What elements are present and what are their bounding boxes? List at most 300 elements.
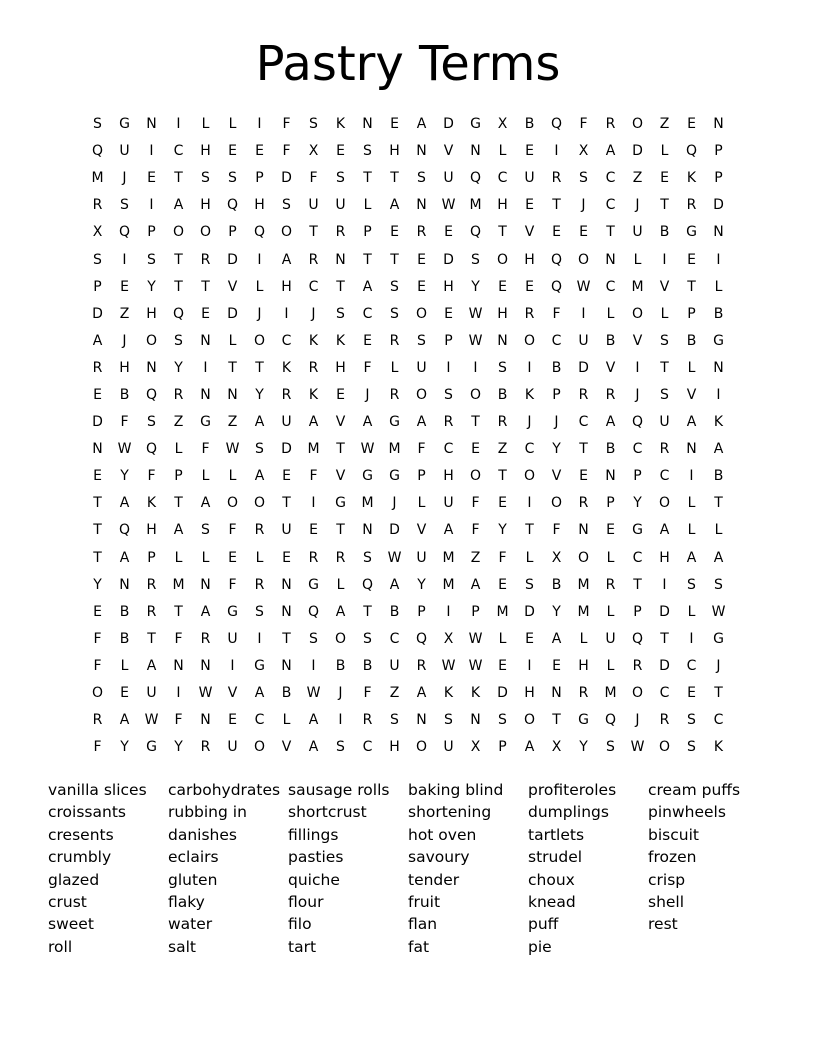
grid-row bbox=[84, 246, 732, 273]
word-list-item: choux bbox=[528, 870, 575, 889]
grid-letter: R bbox=[92, 197, 103, 214]
grid-letter: S bbox=[174, 332, 183, 349]
grid-letter: A bbox=[605, 143, 616, 160]
grid-letter: F bbox=[552, 305, 561, 322]
grid-letter: T bbox=[93, 549, 102, 566]
grid-letter: S bbox=[417, 332, 426, 349]
grid-letter: L bbox=[498, 143, 507, 160]
word-list-item: profiteroles bbox=[528, 781, 617, 799]
grid-row bbox=[84, 490, 732, 517]
grid-row bbox=[84, 545, 732, 572]
word-list-column bbox=[528, 779, 648, 958]
grid-letter: L bbox=[579, 630, 588, 647]
grid-letter: P bbox=[633, 603, 642, 620]
grid-letter: A bbox=[173, 522, 184, 539]
grid-letter: Q bbox=[118, 522, 131, 539]
grid-letter: X bbox=[308, 143, 319, 160]
grid-letter: L bbox=[525, 549, 534, 566]
word-list-item: shortening bbox=[408, 803, 492, 822]
grid-letter: B bbox=[605, 441, 616, 458]
grid-letter: U bbox=[605, 630, 616, 647]
grid-letter: T bbox=[147, 630, 156, 647]
grid-letter: A bbox=[389, 197, 400, 214]
word-list-item: strudel bbox=[528, 848, 583, 867]
grid-letter: U bbox=[308, 197, 319, 214]
grid-letter: L bbox=[174, 549, 183, 566]
grid-letter: A bbox=[416, 116, 427, 133]
word-list-item: flour bbox=[288, 893, 324, 912]
grid-letter: O bbox=[226, 495, 239, 512]
grid-letter: A bbox=[713, 441, 724, 458]
grid-letter: R bbox=[92, 359, 103, 376]
grid-letter: L bbox=[633, 251, 642, 268]
grid-row bbox=[84, 599, 732, 626]
grid-letter: P bbox=[633, 468, 642, 485]
grid-row bbox=[84, 274, 732, 301]
grid-letter: A bbox=[605, 414, 616, 431]
grid-letter: G bbox=[713, 332, 724, 349]
grid-letter: D bbox=[443, 251, 454, 268]
grid-letter: F bbox=[228, 576, 237, 593]
grid-letter: N bbox=[416, 197, 427, 214]
grid-letter: S bbox=[336, 739, 345, 756]
grid-letter: A bbox=[254, 468, 265, 485]
grid-letter: G bbox=[308, 576, 319, 593]
grid-letter: W bbox=[468, 332, 483, 349]
grid-letter: A bbox=[470, 576, 481, 593]
word-list-item: roll bbox=[48, 937, 73, 956]
grid-row bbox=[84, 409, 732, 436]
grid-letter: G bbox=[119, 116, 130, 133]
grid-letter: P bbox=[417, 468, 426, 485]
grid-letter: V bbox=[227, 278, 238, 295]
grid-letter: Z bbox=[632, 170, 643, 187]
grid-letter: W bbox=[144, 712, 159, 729]
grid-letter: E bbox=[498, 278, 507, 295]
grid-letter: T bbox=[309, 224, 318, 241]
grid-letter: O bbox=[280, 224, 293, 241]
grid-letter: G bbox=[146, 739, 157, 756]
grid-letter: N bbox=[281, 657, 292, 674]
grid-letter: I bbox=[689, 630, 694, 647]
grid-letter: Z bbox=[470, 549, 481, 566]
grid-letter: L bbox=[228, 468, 237, 485]
grid-letter: C bbox=[605, 197, 616, 214]
word-list-item: tender bbox=[408, 870, 460, 889]
grid-letter: L bbox=[201, 116, 210, 133]
grid-letter: U bbox=[227, 739, 238, 756]
grid-letter: E bbox=[120, 278, 129, 295]
grid-letter: O bbox=[91, 685, 104, 702]
grid-letter: G bbox=[470, 116, 481, 133]
grid-letter: U bbox=[524, 170, 535, 187]
grid-letter: N bbox=[362, 116, 373, 133]
grid-letter: Z bbox=[389, 685, 400, 702]
grid-letter: R bbox=[200, 739, 211, 756]
grid-letter: Q bbox=[172, 305, 185, 322]
grid-letter: L bbox=[201, 468, 210, 485]
grid-letter: H bbox=[119, 359, 130, 376]
grid-letter: T bbox=[174, 170, 183, 187]
word-list-item: tartlets bbox=[528, 825, 585, 844]
grid-letter: I bbox=[122, 251, 127, 268]
grid-letter: N bbox=[281, 576, 292, 593]
grid-letter: O bbox=[523, 712, 536, 729]
grid-letter: R bbox=[308, 359, 319, 376]
grid-letter: L bbox=[363, 197, 372, 214]
grid-letter: Q bbox=[550, 278, 563, 295]
grid-letter: L bbox=[660, 143, 669, 160]
grid-letter: W bbox=[468, 630, 483, 647]
grid-letter: D bbox=[497, 685, 508, 702]
grid-letter: K bbox=[308, 386, 319, 403]
grid-letter: F bbox=[282, 143, 291, 160]
grid-letter: E bbox=[336, 143, 345, 160]
grid-letter: R bbox=[146, 576, 157, 593]
word-list-item: pie bbox=[528, 937, 552, 956]
grid-letter: A bbox=[200, 495, 211, 512]
grid-letter: T bbox=[606, 224, 615, 241]
grid-letter: E bbox=[498, 657, 507, 674]
grid-letter: B bbox=[524, 116, 535, 133]
grid-letter: T bbox=[363, 170, 372, 187]
grid-letter: R bbox=[362, 712, 373, 729]
grid-letter: F bbox=[282, 116, 291, 133]
grid-letter: S bbox=[336, 305, 345, 322]
grid-letter: P bbox=[552, 386, 561, 403]
grid-letter: O bbox=[199, 224, 212, 241]
grid-letter: Q bbox=[631, 414, 644, 431]
grid-letter: N bbox=[416, 712, 427, 729]
grid-letter: N bbox=[470, 712, 481, 729]
grid-letter: E bbox=[390, 224, 399, 241]
grid-letter: R bbox=[200, 251, 211, 268]
grid-letter: Y bbox=[417, 576, 426, 593]
grid-letter: L bbox=[606, 603, 615, 620]
grid-letter: H bbox=[659, 549, 670, 566]
grid-letter: S bbox=[687, 739, 696, 756]
grid-letter: T bbox=[660, 359, 669, 376]
grid-letter: A bbox=[281, 251, 292, 268]
grid-letter: D bbox=[227, 251, 238, 268]
grid-row bbox=[84, 219, 732, 246]
grid-letter: B bbox=[713, 468, 724, 485]
grid-letter: N bbox=[605, 468, 616, 485]
grid-letter: D bbox=[659, 603, 670, 620]
word-list-item: cresents bbox=[48, 825, 114, 844]
grid-letter: Y bbox=[255, 386, 264, 403]
grid-letter: R bbox=[389, 332, 400, 349]
grid-letter: D bbox=[524, 603, 535, 620]
grid-letter: L bbox=[498, 630, 507, 647]
grid-letter: C bbox=[686, 657, 697, 674]
grid-letter: Q bbox=[118, 224, 131, 241]
grid-letter: P bbox=[417, 603, 426, 620]
grid-letter: R bbox=[200, 630, 211, 647]
grid-letter: N bbox=[551, 685, 562, 702]
grid-letter: H bbox=[200, 143, 211, 160]
grid-letter: T bbox=[174, 251, 183, 268]
grid-letter: S bbox=[363, 549, 372, 566]
grid-letter: R bbox=[443, 414, 454, 431]
grid-letter: P bbox=[147, 549, 156, 566]
grid-letter: L bbox=[606, 657, 615, 674]
grid-letter: X bbox=[578, 143, 589, 160]
grid-letter: S bbox=[606, 739, 615, 756]
grid-letter: D bbox=[632, 143, 643, 160]
grid-letter: C bbox=[713, 712, 724, 729]
grid-letter: U bbox=[443, 495, 454, 512]
grid-row bbox=[84, 111, 732, 138]
grid-letter: Y bbox=[633, 495, 642, 512]
grid-letter: H bbox=[254, 197, 265, 214]
grid-letter: I bbox=[527, 657, 532, 674]
grid-letter: E bbox=[228, 549, 237, 566]
grid-letter: N bbox=[605, 251, 616, 268]
grid-letter: A bbox=[524, 739, 535, 756]
grid-letter: Q bbox=[469, 224, 482, 241]
grid-letter: S bbox=[579, 170, 588, 187]
grid-letter: I bbox=[149, 197, 154, 214]
word-list-item: fillings bbox=[288, 825, 339, 844]
grid-letter: A bbox=[200, 603, 211, 620]
grid-letter: I bbox=[230, 657, 235, 674]
word-list-item: dumplings bbox=[528, 803, 609, 822]
grid-letter: L bbox=[687, 603, 696, 620]
grid-letter: J bbox=[635, 386, 640, 403]
grid-letter: T bbox=[336, 278, 345, 295]
grid-letter: F bbox=[201, 441, 210, 458]
grid-letter: Q bbox=[685, 143, 698, 160]
grid-letter: V bbox=[281, 739, 292, 756]
grid-letter: A bbox=[173, 197, 184, 214]
grid-letter: S bbox=[93, 251, 102, 268]
grid-letter: D bbox=[713, 197, 724, 214]
grid-letter: T bbox=[336, 441, 345, 458]
grid-letter: T bbox=[714, 495, 723, 512]
grid-letter: Q bbox=[145, 386, 158, 403]
grid-letter: W bbox=[468, 305, 483, 322]
word-list-item: flaky bbox=[168, 893, 205, 912]
grid-letter: R bbox=[632, 657, 643, 674]
grid-letter: I bbox=[311, 657, 316, 674]
grid-letter: W bbox=[711, 603, 726, 620]
grid-letter: W bbox=[117, 441, 132, 458]
grid-letter: M bbox=[631, 278, 644, 295]
grid-letter: J bbox=[716, 657, 721, 674]
grid-letter: D bbox=[578, 359, 589, 376]
grid-letter: Y bbox=[174, 359, 183, 376]
grid-letter: R bbox=[335, 549, 346, 566]
grid-letter: N bbox=[713, 359, 724, 376]
grid-letter: R bbox=[281, 386, 292, 403]
grid-letter: A bbox=[146, 657, 157, 674]
grid-letter: R bbox=[659, 441, 670, 458]
grid-letter: D bbox=[281, 441, 292, 458]
grid-letter: N bbox=[146, 116, 157, 133]
grid-letter: N bbox=[335, 251, 346, 268]
grid-letter: Y bbox=[471, 278, 480, 295]
grid-letter: D bbox=[443, 116, 454, 133]
grid-row bbox=[84, 355, 732, 382]
grid-letter: F bbox=[309, 468, 318, 485]
grid-letter: T bbox=[255, 359, 264, 376]
grid-letter: L bbox=[687, 522, 696, 539]
grid-letter: U bbox=[443, 739, 454, 756]
grid-letter: N bbox=[686, 441, 697, 458]
grid-letter: P bbox=[174, 468, 183, 485]
grid-letter: L bbox=[228, 332, 237, 349]
grid-letter: R bbox=[308, 251, 319, 268]
grid-letter: E bbox=[525, 197, 534, 214]
grid-letter: F bbox=[120, 414, 129, 431]
grid-letter: R bbox=[416, 224, 427, 241]
grid-letter: M bbox=[388, 441, 401, 458]
grid-letter: X bbox=[497, 116, 508, 133]
grid-row bbox=[84, 436, 732, 463]
grid-letter: E bbox=[660, 170, 669, 187]
word-list-item: salt bbox=[168, 937, 196, 956]
grid-letter: O bbox=[415, 305, 428, 322]
grid-letter: A bbox=[443, 522, 454, 539]
grid-letter: V bbox=[416, 522, 427, 539]
grid-letter: S bbox=[687, 712, 696, 729]
word-list-item: danishes bbox=[168, 825, 237, 844]
grid-letter: I bbox=[689, 468, 694, 485]
word-list-column bbox=[48, 779, 168, 958]
grid-letter: O bbox=[253, 495, 266, 512]
grid-letter: T bbox=[579, 441, 588, 458]
grid-letter: I bbox=[311, 495, 316, 512]
grid-letter: A bbox=[389, 576, 400, 593]
grid-letter: A bbox=[254, 685, 265, 702]
grid-letter: G bbox=[389, 414, 400, 431]
grid-letter: T bbox=[282, 630, 291, 647]
grid-letter: L bbox=[687, 495, 696, 512]
grid-letter: H bbox=[524, 685, 535, 702]
grid-letter: E bbox=[471, 441, 480, 458]
grid-letter: A bbox=[92, 332, 103, 349]
grid-letter: W bbox=[306, 685, 321, 702]
grid-letter: E bbox=[309, 522, 318, 539]
grid-letter: H bbox=[389, 143, 400, 160]
word-list-item: quiche bbox=[288, 870, 340, 889]
grid-letter: B bbox=[659, 224, 670, 241]
grid-letter: I bbox=[446, 603, 451, 620]
grid-letter: S bbox=[336, 170, 345, 187]
grid-letter: S bbox=[444, 386, 453, 403]
grid-letter: T bbox=[228, 359, 237, 376]
grid-letter: F bbox=[93, 630, 102, 647]
word-list-column bbox=[408, 779, 528, 958]
grid-letter: E bbox=[498, 495, 507, 512]
grid-letter: K bbox=[281, 359, 292, 376]
grid-letter: C bbox=[659, 468, 670, 485]
grid-letter: J bbox=[122, 170, 127, 187]
grid-row bbox=[84, 680, 732, 707]
grid-letter: J bbox=[311, 305, 316, 322]
grid-letter: Q bbox=[253, 224, 266, 241]
grid-letter: E bbox=[93, 386, 102, 403]
grid-letter: I bbox=[527, 495, 532, 512]
word-list-item: glazed bbox=[48, 870, 100, 889]
grid-letter: U bbox=[146, 685, 157, 702]
grid-letter: V bbox=[686, 386, 697, 403]
word-list-item: vanilla slices bbox=[48, 781, 147, 799]
grid-letter: N bbox=[173, 657, 184, 674]
grid-letter: P bbox=[498, 739, 507, 756]
grid-letter: H bbox=[335, 359, 346, 376]
grid-letter: K bbox=[335, 332, 346, 349]
grid-letter: U bbox=[443, 170, 454, 187]
grid-row bbox=[84, 626, 732, 653]
grid-letter: O bbox=[415, 386, 428, 403]
grid-letter: S bbox=[120, 197, 129, 214]
grid-letter: S bbox=[93, 116, 102, 133]
grid-letter: O bbox=[496, 251, 509, 268]
grid-letter: U bbox=[119, 143, 130, 160]
grid-letter: I bbox=[149, 143, 154, 160]
grid-letter: S bbox=[498, 359, 507, 376]
grid-letter: N bbox=[200, 657, 211, 674]
grid-row bbox=[84, 707, 732, 734]
grid-letter: T bbox=[174, 603, 183, 620]
word-list-item: cream puffs bbox=[648, 781, 741, 799]
grid-letter: I bbox=[662, 576, 667, 593]
grid-letter: Q bbox=[226, 197, 239, 214]
grid-letter: O bbox=[415, 739, 428, 756]
grid-letter: Y bbox=[147, 278, 156, 295]
grid-letter: M bbox=[91, 170, 104, 187]
word-list-column bbox=[648, 779, 768, 936]
grid-letter: O bbox=[550, 495, 563, 512]
grid-letter: F bbox=[174, 630, 183, 647]
grid-letter: R bbox=[416, 657, 427, 674]
grid-letter: J bbox=[365, 386, 370, 403]
grid-letter: G bbox=[362, 468, 373, 485]
grid-letter: B bbox=[119, 386, 130, 403]
grid-letter: Q bbox=[307, 603, 320, 620]
grid-letter: B bbox=[389, 603, 400, 620]
word-list-item: hot oven bbox=[408, 825, 477, 844]
grid-letter: E bbox=[93, 468, 102, 485]
grid-letter: L bbox=[282, 712, 291, 729]
grid-letter: F bbox=[579, 116, 588, 133]
grid-letter: E bbox=[579, 468, 588, 485]
grid-letter: O bbox=[253, 332, 266, 349]
grid-letter: S bbox=[363, 630, 372, 647]
grid-letter: O bbox=[577, 549, 590, 566]
grid-letter: T bbox=[201, 278, 210, 295]
grid-letter: U bbox=[335, 197, 346, 214]
grid-letter: B bbox=[551, 576, 562, 593]
grid-letter: V bbox=[605, 359, 616, 376]
grid-letter: W bbox=[198, 685, 213, 702]
grid-letter: D bbox=[92, 305, 103, 322]
grid-letter: N bbox=[227, 386, 238, 403]
grid-letter: F bbox=[498, 549, 507, 566]
grid-letter: H bbox=[443, 468, 454, 485]
grid-letter: T bbox=[282, 495, 291, 512]
grid-letter: R bbox=[92, 712, 103, 729]
grid-letter: J bbox=[392, 495, 397, 512]
grid-letter: P bbox=[471, 603, 480, 620]
grid-letter: T bbox=[471, 414, 480, 431]
grid-letter: K bbox=[146, 495, 157, 512]
grid-letter: Q bbox=[91, 143, 104, 160]
grid-row bbox=[84, 463, 732, 490]
grid-letter: V bbox=[551, 468, 562, 485]
